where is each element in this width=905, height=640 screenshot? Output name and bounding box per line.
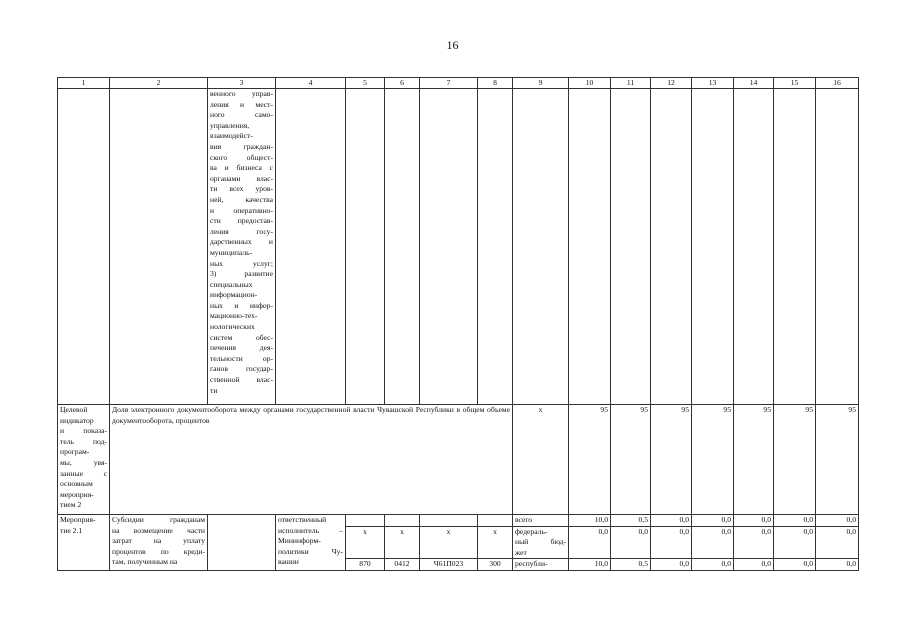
measure-label [58,515,110,571]
text-line: Мероприя- [60,515,96,524]
header-cell: 7 [420,78,478,89]
header-row [58,78,859,89]
measure-c8: х [478,526,513,559]
funding-source [513,526,569,559]
text-line: нологических [210,322,255,332]
header-cell: 6 [385,78,420,89]
cell-empty [513,89,569,405]
indicator-value: 95 [651,405,692,515]
measure-c8: 300 [478,559,513,571]
text-line: там, полученным на [112,557,178,567]
indicator-value: 95 [816,405,859,515]
text-line: ных и инфор- [210,300,273,310]
measure-c6 [385,515,420,527]
text-line: мы, увя- [60,457,107,467]
header-cell: 5 [346,78,385,89]
text-line: тием 2 [60,500,82,510]
cell-empty [774,89,816,405]
cell-empty [569,89,611,405]
text-line: ный бюд- [515,537,566,547]
text-line: ского общест- [210,152,273,162]
text-line: ти всех уров- [210,184,273,194]
text-line: Мининформ- [278,536,321,546]
header-cell: 4 [276,78,346,89]
text-line: информацион- [210,290,258,300]
header-cell: 1 [58,78,110,89]
text-line: вашии [278,557,299,567]
text-line: мационно-тех- [210,311,258,321]
indicator-row [58,405,859,515]
text-line: ответственный [278,515,327,524]
funding-value: 0,0 [692,559,734,571]
text-line: исполнитель – [278,525,343,535]
indicator-value: 95 [569,405,611,515]
text-line: ственной влас- [210,375,273,385]
indicator-value: 95 [774,405,816,515]
cell-empty [478,89,513,405]
funding-value: 0,0 [734,515,774,527]
continuation-text [208,89,276,405]
measure-c5: х [346,526,385,559]
cell-empty [385,89,420,405]
header-cell: 14 [734,78,774,89]
header-cell: 9 [513,78,569,89]
measure-executor-lines [278,515,343,568]
funding-value: 0,0 [692,526,734,559]
text-line: дарственных и [210,237,273,247]
text-line: вия граждан- [210,141,273,151]
text-line: тель под- [60,436,107,446]
funding-value: 0,0 [569,526,611,559]
header-cell: 3 [208,78,276,89]
funding-value: 0,0 [734,526,774,559]
header-cell: 11 [611,78,651,89]
cell-empty [816,89,859,405]
funding-source: республи- [513,559,569,571]
indicator-value: 95 [611,405,651,515]
funding-value: 0,0 [651,559,692,571]
text-line: специальных [210,279,253,289]
cell-empty [420,89,478,405]
text-line: ного само- [210,110,273,120]
measure-executor [276,515,346,571]
text-line: венного управ- [210,89,273,98]
funding-value: 0,0 [774,515,816,527]
measure-c8 [478,515,513,527]
text-line: програм- [60,447,90,457]
funding-value: 0,0 [816,515,859,527]
continuation-row [58,89,859,405]
text-line: индикатор [60,415,94,425]
header-cell: 13 [692,78,734,89]
text-line: ганов государ- [210,364,273,374]
cell-empty [276,89,346,405]
text-line: основным [60,479,93,489]
funding-value: 0,0 [734,559,774,571]
text-line: и показа- [60,426,107,436]
measure-c7 [420,515,478,527]
funding-value: 0,0 [774,526,816,559]
indicator-value: 95 [692,405,734,515]
text-line: ления и мест- [210,99,273,109]
measure-c5: 870 [346,559,385,571]
indicator-text: Доля электронного документооборота между органами государственной власти Чувашской Республики в общем объеме документооборота, процентов [110,405,513,515]
measure-label-lines [60,515,107,536]
text-line: органами влас- [210,173,273,183]
header-cell: 8 [478,78,513,89]
funding-value: 0,5 [611,515,651,527]
cell-empty [651,89,692,405]
text-line: тие 2.1 [60,525,83,535]
text-line: систем обес- [210,332,273,342]
measure-name-lines [112,515,205,568]
funding-value: 0,5 [611,559,651,571]
page-number: 16 [446,38,459,52]
measure-c5 [346,515,385,527]
text-line: занные с [60,468,107,478]
measure-c7: Ч61П023 [420,559,478,571]
measure-c7: х [420,526,478,559]
text-line: мероприя- [60,489,94,499]
cell-empty [58,89,110,405]
cell-empty [346,89,385,405]
header-cell: 15 [774,78,816,89]
funding-value: 10,0 [569,515,611,527]
measure-name [110,515,208,571]
funding-value: 10,0 [569,559,611,571]
header-cell: 16 [816,78,859,89]
text-line: ных услуг; [210,258,273,268]
indicator-col9: х [513,405,569,515]
text-line: ти [210,385,218,395]
indicator-label-lines [60,405,107,511]
cell-empty [692,89,734,405]
funding-value: 0,0 [816,526,859,559]
text-line: печения дея- [210,343,273,353]
funding-value: 0,0 [611,526,651,559]
text-line: и оперативно- [210,205,273,215]
cell-empty [734,89,774,405]
indicator-value: 95 [734,405,774,515]
text-line: ва и бизнеса с [210,163,273,173]
continuation-lines [210,89,273,396]
text-line: процентов по креди- [112,546,205,556]
funding-value: 0,0 [651,515,692,527]
funding-source-lines [515,527,566,559]
funding-value: 0,0 [651,526,692,559]
cell-empty [110,89,208,405]
measure-c6: х [385,526,420,559]
header-cell: 10 [569,78,611,89]
text-line: ления госу- [210,226,273,236]
text-line: ней, качества [210,194,273,204]
text-line: тельности ор- [210,353,273,363]
text-line: управления, [210,120,250,130]
text-line: на возмещение части [112,525,205,535]
funding-value: 0,0 [774,559,816,571]
program-table [57,77,859,571]
header-cell: 12 [651,78,692,89]
text-line: Субсидии гражданам [112,515,205,524]
header-cell: 2 [110,78,208,89]
text-line: 3) развитие [210,269,273,279]
funding-value: 0,0 [816,559,859,571]
text-line: федераль- [515,526,548,536]
text-line: политики Чу- [278,546,343,556]
cell-empty [611,89,651,405]
text-line: сти предостав- [210,216,273,226]
funding-value: 0,0 [692,515,734,527]
measure-col3 [208,515,276,571]
funding-source: всего [513,515,569,527]
text-line: жет [515,547,527,557]
text-line: взаимодейст- [210,131,253,141]
text-line: муниципаль- [210,247,253,257]
measure-row-total [58,515,859,527]
indicator-label [58,405,110,515]
text-line: Целевой [60,405,88,414]
text-line: затрат на уплату [112,536,205,546]
measure-c6: 0412 [385,559,420,571]
